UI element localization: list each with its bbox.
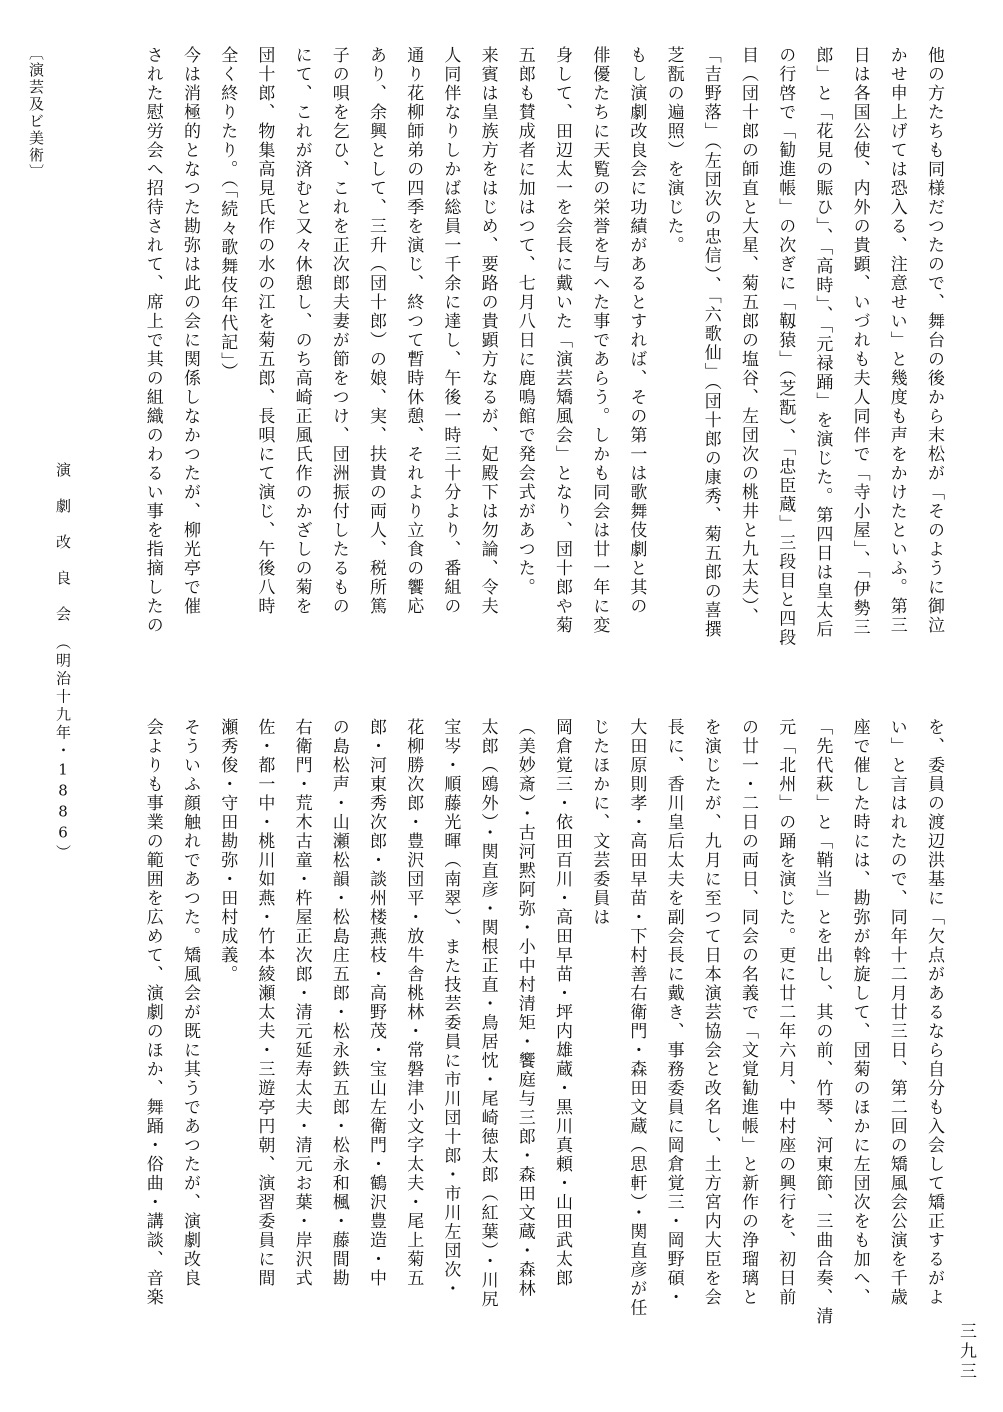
lower-text-column: 右衛門・荒木古童・杵屋正次郎・清元延寿太夫・清元お葉・岸沢式 — [291, 718, 312, 1288]
upper-text-column: 芝翫の遍照）を演じた。 — [663, 46, 684, 255]
upper-text-column: あり、余興として、三升（団十郎）の娘、実、扶貴の両人、税所篤 — [366, 46, 386, 616]
lower-text-column: 大田原則孝・高田早苗・下村善右衛門・森田文蔵（思軒）・関直彦が任 — [626, 718, 647, 1318]
lower-text-column: 岡倉覚三・依田百川・高田早苗・坪内雄蔵・黒川真頼・山田武太郎 — [552, 718, 572, 1288]
upper-text-column: もし演劇改良会に功績があるとすれば、その第一は歌舞伎劇と其の — [626, 46, 647, 616]
lower-text-column: （美妙斎）・古河黙阿弥・小中村清矩・饗庭与三郎・森田文蔵・森林 — [514, 718, 535, 1299]
upper-text-column: 人同伴なりしかば総員一千余に達し、午後一時三十分より、番組の — [440, 46, 461, 616]
upper-text-column: 俳優たちに天覧の栄誉を与へた事であらう。しかも同会は廿一年に変 — [589, 46, 610, 635]
upper-text-column: 郎」と「花見の賑ひ」、「高時」、「元禄踊」を演じた。第四日は皇太后 — [812, 46, 833, 639]
upper-text-column: にて、これが済むと又々休憩し、のち高崎正風氏作のかざしの菊を — [291, 46, 312, 616]
upper-text-column: 来賓は皇族方をはじめ、要路の貴顕方なるが、妃殿下は勿論、令夫 — [477, 46, 498, 616]
lower-text-column: そういふ顔触れであつた。矯風会が既に其うであつたが、演劇改良 — [180, 718, 200, 1288]
upper-text-column: 他の方たちも同様だつたので、舞台の後から末松が「そのように御泣 — [924, 46, 944, 635]
upper-text-column: 身して、田辺太一を会長に戴いた「演芸矯風会」となり、団十郎や菊 — [552, 46, 572, 635]
lower-text-column: 会よりも事業の範囲を広めて、演劇のほか、舞踊・俗曲・講談、音楽 — [142, 718, 163, 1307]
upper-text-column: 五郎も賛成者に加はつて、七月八日に鹿鳴館で発会式があつた。 — [514, 46, 535, 597]
source-label: 〔演芸及ビ美術〕 — [27, 45, 45, 181]
upper-text-column: 「吉野落」（左団次の忠信）、「六歌仙」（団十郎の康秀、菊五郎の喜撰 — [700, 46, 721, 639]
upper-text-column: の行啓で「勧進帳」の次ぎに「靱猿」（芝翫）、「忠臣蔵」三段目と四段 — [775, 46, 796, 648]
upper-text-column: 団十郎、物集高見氏作の水の江を菊五郎、長唄にて演じ、午後八時 — [254, 46, 275, 616]
lower-text-column: 瀬秀俊・守田勘弥・田村成義。 — [217, 718, 238, 984]
upper-text-column: 今は消極的となつた勘弥は此の会に関係しなかつたが、柳光亭で催 — [180, 46, 200, 616]
lower-text-column: 花柳勝次郎・豊沢団平・放牛舎桃林・常磐津小文字太夫・尾上菊五 — [403, 718, 424, 1288]
lower-text-column: 佐・都一中・桃川如燕・竹本綾瀬太夫・三遊亭円朝、演習委員に間 — [254, 718, 275, 1288]
lower-text-column: 座で催した時には、勘弥が斡旋して、団菊のほかに左団次をも加へ、 — [849, 718, 870, 1307]
lower-text-column: 「先代萩」と「鞘当」とを出し、其の前、竹琴、河東節、三曲合奏、清 — [812, 718, 833, 1326]
lower-text-column: を演じたが、九月に至つて日本演芸協会と改名し、土方宮内大臣を会 — [700, 718, 721, 1307]
lower-text-column: 元「北州」の踊を演じた。更に廿二年六月、中村座の興行を、初日前 — [775, 718, 796, 1307]
upper-text-column: 全く終りたり。（「続々歌舞伎年代記」） — [217, 46, 238, 382]
upper-text-column: 子の唄を乞ひ、これを正次郎夫妻が節をつけ、団洲振付したるもの — [328, 46, 349, 616]
running-header: 演 劇 改 良 会 （明治十九年・1886） — [54, 462, 72, 863]
upper-text-column: された慰労会へ招待されて、席上で其の組織のわるい事を指摘したの — [142, 46, 163, 635]
upper-text-column: 通り花柳師弟の四季を演じ、終つて暫時休憩、それより立食の饗応 — [403, 46, 424, 616]
lower-text-column: の廿一・二日の両日、同会の名義で「文覚勧進帳」と新作の浄瑠璃と — [738, 718, 758, 1307]
lower-text-column: を、委員の渡辺洪基に「欠点があるなら自分も入会して矯正するがよ — [924, 718, 944, 1307]
upper-text-column: 日は各国公使、内外の貴顕、いづれも夫人同伴で「寺小屋」、「伊勢三 — [849, 46, 870, 637]
lower-text-column: 太郎（鴎外）・関直彦・関根正直・鳥居忱・尾崎徳太郎（紅葉）・川尻 — [477, 718, 498, 1309]
page-number: 三九三 — [956, 1322, 976, 1382]
upper-text-column: かせ申上げては恐入る、注意せい」と幾度も声をかけたといふ。第三 — [886, 46, 907, 635]
lower-text-column: 宝岑・順藤光暉（南翠）、また技芸委員に市川団十郎・市川左団次・ — [440, 718, 461, 1299]
lower-text-column: 郎・河東秀次郎・談州楼燕枝・高野茂・宝山左衛門・鶴沢豊造・中 — [366, 718, 386, 1288]
lower-text-column: じたほかに、文芸委員は — [589, 718, 610, 927]
lower-text-column: 長に、香川皇后太夫を副会長に戴き、事務委員に岡倉覚三・岡野碩・ — [663, 718, 684, 1307]
upper-text-column: 目（団十郎の師直と大星、菊五郎の塩谷、左団次の桃井と九太夫）、 — [738, 46, 758, 627]
lower-text-column: い」と言はれたので、同年十二月廿三日、第二回の矯風会公演を千歳 — [886, 718, 907, 1307]
lower-text-column: の島松声・山瀬松韻・松島庄五郎・松永鉄五郎・松永和楓・藤間勘 — [328, 718, 349, 1288]
